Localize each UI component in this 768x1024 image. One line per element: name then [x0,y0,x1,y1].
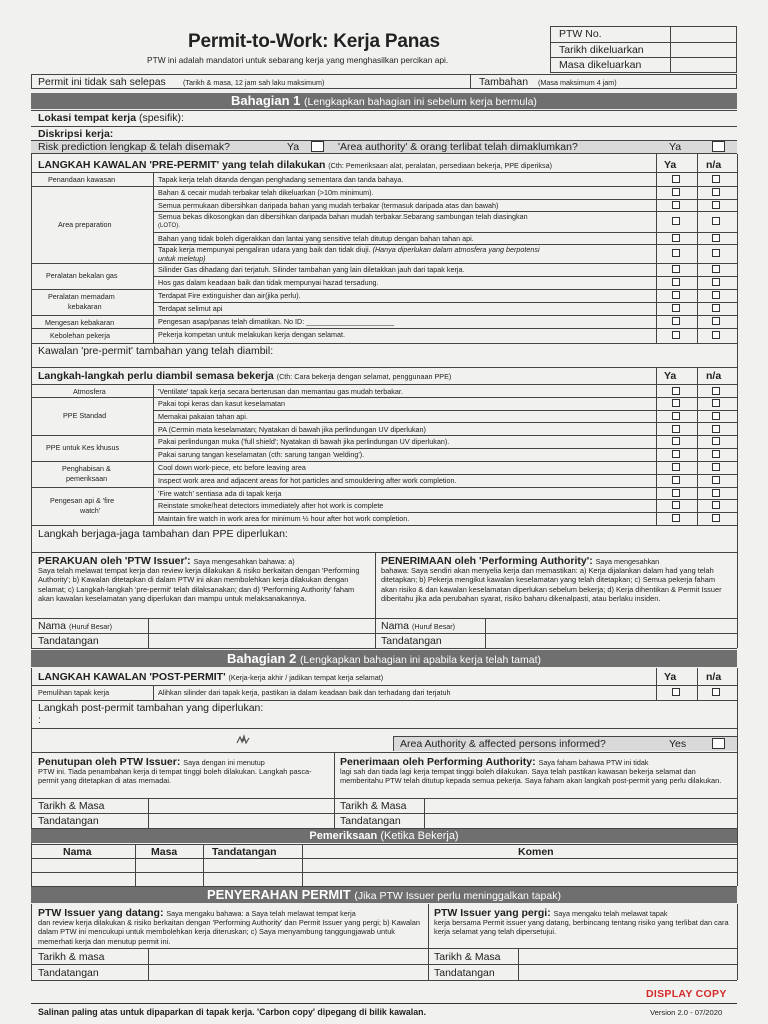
during-item: PA (Cermin mata keselamatan; Nyatakan di bawah jika perlindungan UV diperlukan) [158,425,426,434]
informed-yes-label: Yes [669,738,687,750]
closure-performer-title: Penerimaan oleh Performing Authority: Saya faham bahawa PTW ini tidak [340,756,649,768]
issued-time-label: Masa dikeluarkan [559,59,642,71]
group-label: Peralatan memadam [48,292,115,301]
additional-postpermit-field[interactable] [45,713,735,726]
prepermit-ya-checkbox[interactable] [672,234,680,242]
handover-outgoing-title: PTW Issuer yang pergi: Saya mengaku telah melawat tapak [434,907,668,919]
during-item: Pakai perlindungan muka ('full shield'; Nyatakan di bawah jika perlindungan UV diperlukan). [158,437,450,446]
during-na-header: n/a [706,370,722,382]
prepermit-ya-checkbox[interactable] [672,217,680,225]
additional-ppe-label: Langkah berjaga-jaga tambahan dan PPE diperlukan: [38,528,288,540]
inspection-header-name: Nama [63,846,92,858]
during-ya-checkbox[interactable] [672,387,680,395]
during-na-checkbox[interactable] [712,501,720,509]
signature-scribble-icon [236,733,250,745]
additional-postpermit-bullet: : [38,714,41,726]
performer-name-field[interactable] [486,619,736,632]
area-yes-label: Ya [669,141,682,153]
inspection-header-comment: Komen [518,846,554,858]
group-label: Mengesan kebakaran [45,318,115,327]
group-label: watch' [80,506,101,515]
during-item: Maintain fire watch in work area for minimum ½ hour after hot work completion. [158,514,410,523]
issued-time-field[interactable] [672,58,736,71]
inspection-header-time: Masa [151,846,178,858]
prepermit-item-loto: (LOTO). [158,223,180,229]
restore-label: Pemulihan tapak kerja [38,688,110,697]
during-na-checkbox[interactable] [712,450,720,458]
group-label: Penghabisan & [62,464,111,473]
prepermit-na-checkbox[interactable] [712,175,720,183]
prepermit-ya-checkbox[interactable] [672,278,680,286]
area-authority-question: 'Area authority' & orang terlibat telah dimaklumkan? [338,141,578,153]
prepermit-na-checkbox[interactable] [712,317,720,325]
during-na-checkbox[interactable] [712,463,720,471]
prepermit-item: Semua permukaan dibersihkan daripada bahan yang mudah terbakar (termasuk daripada atas dan bawah) [158,201,499,210]
handover-incoming-sign-field[interactable] [149,965,427,979]
during-ya-checkbox[interactable] [672,425,680,433]
group-label: Atmosfera [73,387,106,396]
prepermit-na-checkbox[interactable] [712,304,720,312]
inspection-row[interactable] [32,859,736,871]
group-label: Peralatan bekalan gas [46,271,118,280]
group-label: Area preparation [58,220,112,229]
during-ya-header: Ya [664,370,677,382]
prepermit-na-checkbox[interactable] [712,234,720,242]
during-ya-checkbox[interactable] [672,412,680,420]
risk-yes-checkbox[interactable] [311,141,324,152]
handover-outgoing-datetime-label: Tarikh & Masa [434,951,501,963]
postpermit-na-header: n/a [706,671,722,683]
area-yes-checkbox[interactable] [712,141,725,152]
prepermit-na-header: n/a [706,159,722,171]
issuer-name-field[interactable] [149,619,374,632]
prepermit-ya-checkbox[interactable] [672,265,680,273]
postpermit-ya-checkbox[interactable] [672,688,680,696]
inspection-band: Pemeriksaan (Ketika Bekerja) [31,829,737,843]
during-item: Pakai sarung tangan keselamatan (cth: sarung tangan 'welding'). [158,450,365,459]
work-description-label: Diskripsi kerja: [38,128,114,140]
during-item: Pakai topi keras dan kasut keselamatan [158,399,286,408]
closure-performer-sign-label: Tandatangan [340,815,401,827]
issuer-name-label: Nama (Huruf Besar) [38,620,113,632]
additional-postpermit-label: Langkah post-permit tambahan yang diperlukan: [38,702,264,714]
during-work-title: Langkah-langkah perlu diambil semasa bekerja (Cth: Cara bekerja dengan selamat, penggunaan PPE) [38,370,452,382]
closure-performer-datetime-label: Tarikh & Masa [340,800,407,812]
handover-incoming-datetime-label: Tarikh & masa [38,951,105,963]
prepermit-item: Hos gas dalam keadaan baik dan tidak mempunyai hazad tersadung. [158,278,379,287]
prepermit-ya-checkbox[interactable] [672,317,680,325]
page-title: Permit-to-Work: Kerja Panas [188,31,440,52]
during-item: Memakai pakaian tahan api. [158,412,248,421]
handover-band: PENYERAHAN PERMIT (Jika PTW Issuer perlu meninggalkan tapak) [31,887,737,903]
group-label: Kebolehan pekerja [50,331,110,340]
handover-incoming-title: PTW Issuer yang datang: Saya mengaku bahawa: a Saya telah melawat tempat kerja [38,907,356,919]
validity-label: Permit ini tidak sah selepas [38,76,166,88]
work-location-field[interactable] [200,111,736,125]
prepermit-item: Bahan yang tidak boleh digerakkan dan lantai yang sensitive telah ditutup dengan bahan tahan api. [158,234,474,243]
risk-question: Risk prediction lengkap & telah disemak? [38,141,231,153]
during-na-checkbox[interactable] [712,425,720,433]
during-na-checkbox[interactable] [712,412,720,420]
risk-yes-label: Ya [287,141,300,153]
during-item: Reinstate smoke/heat detectors immediately after hot work is complete [158,501,384,510]
postpermit-title: LANGKAH KAWALAN 'POST-PERMIT' (Kerja-kerja akhir / jadikan tempat kerja selamat) [38,671,384,683]
extension-note: (Masa maksimum 4 jam) [538,78,617,87]
during-na-checkbox[interactable] [712,399,720,407]
during-na-checkbox[interactable] [712,437,720,445]
group-label: PPE untuk Kes khusus [46,443,120,452]
restore-item: Alihkan silinder dari tapak kerja, pastikan ia dalam keadaan baik dan terhadang dari terjatuh [158,688,451,697]
handover-outgoing-text: kerja bersama Permit issuer yang datang, berbincang tentang risiko yang terlibat dan cara kerja selamat yang telah dipersetujui. [434,918,729,937]
section1-band: Bahagian 1 (Lengkapkan bahagian ini sebelum kerja bermula) [31,93,737,109]
closure-issuer-text: PTW ini. Tiada penambahan kerja di tempat tinggi boleh dilakukan. Langkah pasca-permit yang ditetapkan di atas memadai. [38,767,312,786]
group-label: kebakaran [68,302,102,311]
closure-issuer-sign-field[interactable] [149,814,333,827]
work-location-label: Lokasi tempat kerja (spesifik): [38,112,184,124]
during-item: Inspect work area and adjacent areas for hot particles and smouldering after work completion. [158,476,457,485]
validity-note: (Tarikh & masa, 12 jam sah laku maksimum) [183,78,325,87]
prepermit-ya-checkbox[interactable] [672,175,680,183]
closure-performer-datetime-field[interactable] [425,799,736,812]
prepermit-item: Silinder Gas dihadang dari terjatuh. Silinder tambahan yang lain diletakkan jauh dari tapak kerja. [158,265,465,274]
during-na-checkbox[interactable] [712,514,720,522]
issuer-declaration-title: PERAKUAN oleh 'PTW Issuer': Saya mengesahkan bahawa: a) [38,555,295,567]
during-na-checkbox[interactable] [712,387,720,395]
performer-sign-label: Tandatangan [381,635,442,647]
section2-band: Bahagian 2 (Lengkapkan bahagian ini apabila kerja telah tamat) [31,650,737,667]
prepermit-na-checkbox[interactable] [712,201,720,209]
prepermit-na-checkbox[interactable] [712,217,720,225]
during-ya-checkbox[interactable] [672,463,680,471]
postpermit-ya-header: Ya [664,671,677,683]
additional-ppe-field[interactable] [32,540,736,551]
prepermit-item: Semua bekas dikosongkan dan dibersihkan daripada bahan mudah terbakar.Sebarang sambungan telah diasingkan [158,212,528,221]
prepermit-item: untuk meletup) [158,254,206,263]
prepermit-na-checkbox[interactable] [712,291,720,299]
during-item: Cool down work-piece, etc before leaving area [158,463,306,472]
closure-issuer-title: Penutupan oleh PTW Issuer: Saya dengan ini menutup [38,756,265,768]
prepermit-item: Pekerja kompetan untuk melakukan kerja dengan selamat. [158,330,345,339]
handover-outgoing-datetime-field[interactable] [519,949,736,963]
during-ya-checkbox[interactable] [672,514,680,522]
inspection-row[interactable] [32,873,736,885]
handover-incoming-datetime-field[interactable] [149,949,427,963]
prepermit-item: Bahan & cecair mudah terbakar telah dikeluarkan (>10m minimum). [158,188,374,197]
closure-issuer-datetime-label: Tarikh & Masa [38,800,105,812]
performer-acceptance-title: PENERIMAAN oleh 'Performing Authority': Saya mengesahkan [381,555,660,567]
prepermit-item: Terdapat selimut api [158,304,223,313]
prepermit-ya-header: Ya [664,159,677,171]
performer-acceptance-text: bahawa: Saya sendiri akan menyelia kerja dan memastikan: a) Kerja dijalankan dalam had yang telah ditetapkan; b) Pekerja mengikut kawalan keselamatan yang telah ditetapkan; c) Semua pekerja faham akan risiko & dan kawalan keselamatan diperlukan sebelum bekerja; d) Kerja dihentikan & Permit Issuer diberitahu jika ada perubahan syarat, risiko baharu dikenalpasti, atau berlaku insiden. [381,566,722,604]
during-ya-checkbox[interactable] [672,489,680,497]
during-item: 'Fire watch' sentiasa ada di tapak kerja [158,489,282,498]
during-ya-checkbox[interactable] [672,501,680,509]
during-na-checkbox[interactable] [712,489,720,497]
handover-incoming-text: dan review kerja dilakukan & risiko berkaitan dengan 'Performing Authority' dan Permit Issuer yang pergi; b) Kawalan dalam PTW ini mencukupi untuk membolehkan kerja diteruskan; c) Saya menyambung tanggungjawab untuk memerhati kerja dan menutup permit ini. [38,918,420,946]
during-ya-checkbox[interactable] [672,437,680,445]
postpermit-na-checkbox[interactable] [712,688,720,696]
group-label: pemeriksaan [66,474,108,483]
work-description-field[interactable] [110,127,736,139]
prepermit-ya-checkbox[interactable] [672,188,680,196]
issuer-sign-label: Tandatangan [38,635,99,647]
display-copy-stamp: DISPLAY COPY [646,988,727,1000]
prepermit-na-checkbox[interactable] [712,249,720,257]
additional-prepermit-label: Kawalan 'pre-permit' tambahan yang telah diambil: [38,345,274,357]
prepermit-item: Pengesan asap/panas telah dimatikan. No ID: ______________________ [158,317,395,326]
informed-yes-checkbox[interactable] [712,738,725,749]
prepermit-title: LANGKAH KAWALAN 'PRE-PERMIT' yang telah dilakukan (Cth: Pemeriksaan alat, peralatan, persediaan bekerja, PPE diperiksa) [38,159,553,171]
group-label: Pengesan api & 'fire [50,496,115,505]
inspection-header-sign: Tandatangan [212,846,277,858]
page-subtitle: PTW ini adalah mandatori untuk sebarang kerja yang menghasilkan percikan api. [147,55,449,65]
prepermit-item: Tapak kerja mempunyai pengaliran udara yang baik dan tidak diuji. (Hanya diperlukan dalam atmosfera yang berpotensi [158,245,540,254]
prepermit-ya-checkbox[interactable] [672,291,680,299]
during-ya-checkbox[interactable] [672,450,680,458]
closure-performer-sign-field[interactable] [425,814,736,827]
extension-label: Tambahan [479,76,529,88]
prepermit-na-checkbox[interactable] [712,278,720,286]
handover-outgoing-sign-label: Tandatangan [434,967,495,979]
prepermit-ya-checkbox[interactable] [672,331,680,339]
additional-prepermit-field[interactable] [32,357,736,366]
version-label: Version 2.0 - 07/2020 [650,1008,723,1017]
prepermit-na-checkbox[interactable] [712,265,720,273]
performer-sign-field[interactable] [486,634,736,647]
ptw-no-field[interactable] [672,27,736,41]
ptw-no-label: PTW No. [559,28,602,40]
group-label: Penandaan kawasan [48,175,116,184]
prepermit-item: Tapak kerja telah ditanda dengan penghadang sementara dan tanda bahaya. [158,175,404,184]
informed-question: Area Authority & affected persons informed? [400,738,606,750]
footer-note: Salinan paling atas untuk dipaparkan di tapak kerja. 'Carbon copy' dipegang di bilik kawalan. [38,1007,426,1017]
prepermit-ya-checkbox[interactable] [672,249,680,257]
issuer-sign-field[interactable] [149,634,374,647]
during-item: 'Ventilate' tapak kerja secara berterusan dan memantau gas mudah terbakar. [158,387,403,396]
prepermit-na-checkbox[interactable] [712,331,720,339]
issued-date-field[interactable] [672,43,736,56]
during-ya-checkbox[interactable] [672,476,680,484]
closure-issuer-sign-label: Tandatangan [38,815,99,827]
prepermit-ya-checkbox[interactable] [672,201,680,209]
prepermit-item: Terdapat Fire extinguisher dan air(jika perlu). [158,291,301,300]
performer-name-label: Nama (Huruf Besar) [381,620,456,632]
closure-issuer-datetime-field[interactable] [149,799,333,812]
prepermit-ya-checkbox[interactable] [672,304,680,312]
group-label: PPE Standad [63,411,107,420]
prepermit-na-checkbox[interactable] [712,188,720,196]
handover-incoming-sign-label: Tandatangan [38,967,99,979]
issued-date-label: Tarikh dikeluarkan [559,44,644,56]
closure-performer-text: lagi sah dan tiada lagi kerja tempat tinggi boleh dilakukan. Saya telah pastikan kawasan bekerja selamat dan memberitahu PTW telah ditutup kepada semua pekerja. Saya faham akan langkah post-permit yang perlu dilakukan. [340,767,722,786]
during-na-checkbox[interactable] [712,476,720,484]
during-ya-checkbox[interactable] [672,399,680,407]
handover-outgoing-sign-field[interactable] [519,965,736,979]
issuer-declaration-text: Saya telah melawat tempat kerja dan review kerja dilakukan & risiko berkaitan dengan 'Performing Authority'; b) Kawalan ditetapkan di dalam PTW ini akan membolehkan kerja dilakukan dengan selamat; c) Langkah-langkah 'pre-permit' telah dilaksanakan; dan d) 'Performing Authority' faham akan kawalan keselamatan yang diperlukan dan mampu untuk melaksanakannya. [38,566,360,604]
